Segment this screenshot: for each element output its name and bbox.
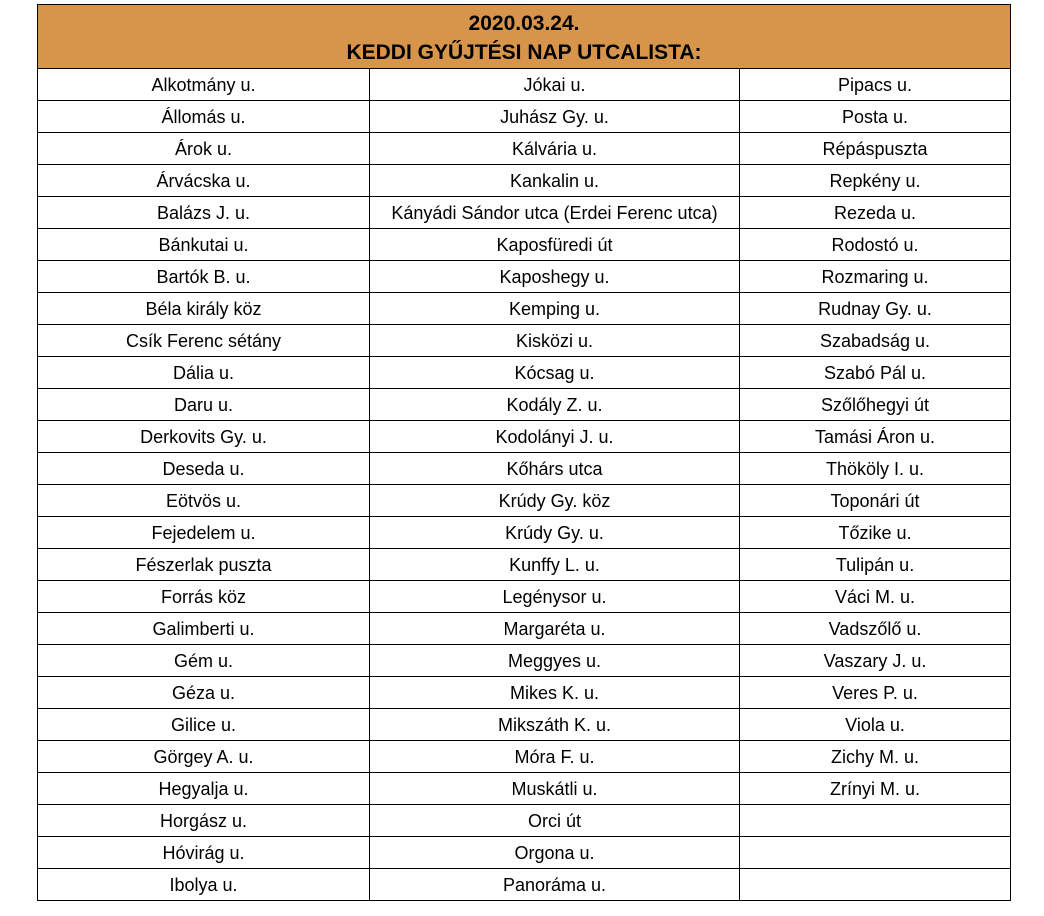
street-cell: Kankalin u. — [370, 165, 740, 197]
street-cell: Gém u. — [38, 645, 370, 677]
street-cell: Tamási Áron u. — [740, 421, 1011, 453]
table-row — [38, 549, 1011, 581]
street-cell: Tőzike u. — [740, 517, 1011, 549]
street-cell: Gilice u. — [38, 709, 370, 741]
street-cell: Posta u. — [740, 101, 1011, 133]
street-cell: Orci út — [370, 805, 740, 837]
street-cell: Thököly I. u. — [740, 453, 1011, 485]
street-rows — [38, 69, 1011, 901]
street-cell: Galimberti u. — [38, 613, 370, 645]
street-list-table — [37, 4, 1011, 901]
street-cell: Daru u. — [38, 389, 370, 421]
table-row — [38, 453, 1011, 485]
table-row — [38, 741, 1011, 773]
street-cell: Kodály Z. u. — [370, 389, 740, 421]
table-row — [38, 133, 1011, 165]
street-cell: Állomás u. — [38, 101, 370, 133]
street-cell: Répáspuszta — [740, 133, 1011, 165]
table-row — [38, 709, 1011, 741]
street-cell: Panoráma u. — [370, 869, 740, 901]
street-cell: Kunffy L. u. — [370, 549, 740, 581]
street-cell: Balázs J. u. — [38, 197, 370, 229]
street-cell: Hóvirág u. — [38, 837, 370, 869]
street-cell: Muskátli u. — [370, 773, 740, 805]
street-cell: Kőhárs utca — [370, 453, 740, 485]
table-row — [38, 229, 1011, 261]
street-cell: Dália u. — [38, 357, 370, 389]
street-cell: Eötvös u. — [38, 485, 370, 517]
street-cell: Kaposfüredi út — [370, 229, 740, 261]
street-cell: Deseda u. — [38, 453, 370, 485]
street-cell: Vaszary J. u. — [740, 645, 1011, 677]
header-cell — [38, 5, 1011, 69]
table-row — [38, 293, 1011, 325]
street-cell: Rozmaring u. — [740, 261, 1011, 293]
table-row — [38, 261, 1011, 293]
street-cell: Kányádi Sándor utca (Erdei Ferenc utca) — [370, 197, 740, 229]
street-cell: Kócsag u. — [370, 357, 740, 389]
street-cell: Zichy M. u. — [740, 741, 1011, 773]
table-row — [38, 677, 1011, 709]
street-cell: Szabó Pál u. — [740, 357, 1011, 389]
street-cell: Krúdy Gy. köz — [370, 485, 740, 517]
street-cell: Tulipán u. — [740, 549, 1011, 581]
table-row — [38, 197, 1011, 229]
street-cell: Rudnay Gy. u. — [740, 293, 1011, 325]
street-cell: Meggyes u. — [370, 645, 740, 677]
street-cell: Veres P. u. — [740, 677, 1011, 709]
street-cell: Vadszőlő u. — [740, 613, 1011, 645]
street-cell: Mikszáth K. u. — [370, 709, 740, 741]
street-cell: Kálvária u. — [370, 133, 740, 165]
street-cell: Görgey A. u. — [38, 741, 370, 773]
street-cell: Derkovits Gy. u. — [38, 421, 370, 453]
table-row — [38, 869, 1011, 901]
table-row — [38, 581, 1011, 613]
street-cell: Rezeda u. — [740, 197, 1011, 229]
street-cell: Fészerlak puszta — [38, 549, 370, 581]
table-row — [38, 613, 1011, 645]
table-row — [38, 837, 1011, 869]
street-cell: Árok u. — [38, 133, 370, 165]
street-cell: Géza u. — [38, 677, 370, 709]
table-row — [38, 357, 1011, 389]
street-cell: Jókai u. — [370, 69, 740, 101]
table-row — [38, 421, 1011, 453]
street-cell: Pipacs u. — [740, 69, 1011, 101]
street-cell: Csík Ferenc sétány — [38, 325, 370, 357]
header-title: KEDDI GYŰJTÉSI NAP UTCALISTA: — [346, 40, 702, 64]
table-row — [38, 773, 1011, 805]
street-cell: Kaposhegy u. — [370, 261, 740, 293]
header-date: 2020.03.24. — [468, 11, 580, 35]
street-cell: Bartók B. u. — [38, 261, 370, 293]
street-cell: Béla király köz — [38, 293, 370, 325]
table-row — [38, 517, 1011, 549]
street-cell: Forrás köz — [38, 581, 370, 613]
street-cell: Kisközi u. — [370, 325, 740, 357]
street-cell — [740, 837, 1011, 869]
street-cell: Toponári út — [740, 485, 1011, 517]
table-row — [38, 805, 1011, 837]
street-cell: Váci M. u. — [740, 581, 1011, 613]
table-row — [38, 645, 1011, 677]
street-cell: Ibolya u. — [38, 869, 370, 901]
street-cell: Margaréta u. — [370, 613, 740, 645]
street-cell: Kemping u. — [370, 293, 740, 325]
table-row — [38, 101, 1011, 133]
street-cell: Zrínyi M. u. — [740, 773, 1011, 805]
street-cell: Szőlőhegyi út — [740, 389, 1011, 421]
street-cell: Orgona u. — [370, 837, 740, 869]
street-cell: Bánkutai u. — [38, 229, 370, 261]
table-row — [38, 325, 1011, 357]
street-cell: Szabadság u. — [740, 325, 1011, 357]
street-cell: Krúdy Gy. u. — [370, 517, 740, 549]
street-cell — [740, 869, 1011, 901]
street-cell: Hegyalja u. — [38, 773, 370, 805]
street-cell: Viola u. — [740, 709, 1011, 741]
street-cell: Móra F. u. — [370, 741, 740, 773]
street-cell: Rodostó u. — [740, 229, 1011, 261]
table-row — [38, 389, 1011, 421]
table-row — [38, 485, 1011, 517]
street-cell: Fejedelem u. — [38, 517, 370, 549]
street-cell: Legénysor u. — [370, 581, 740, 613]
street-cell: Mikes K. u. — [370, 677, 740, 709]
street-cell: Árvácska u. — [38, 165, 370, 197]
header-row — [38, 5, 1011, 69]
street-cell: Alkotmány u. — [38, 69, 370, 101]
table-row — [38, 165, 1011, 197]
street-cell: Juhász Gy. u. — [370, 101, 740, 133]
street-cell: Repkény u. — [740, 165, 1011, 197]
table-row — [38, 69, 1011, 101]
street-cell: Horgász u. — [38, 805, 370, 837]
street-cell — [740, 805, 1011, 837]
street-cell: Kodolányi J. u. — [370, 421, 740, 453]
